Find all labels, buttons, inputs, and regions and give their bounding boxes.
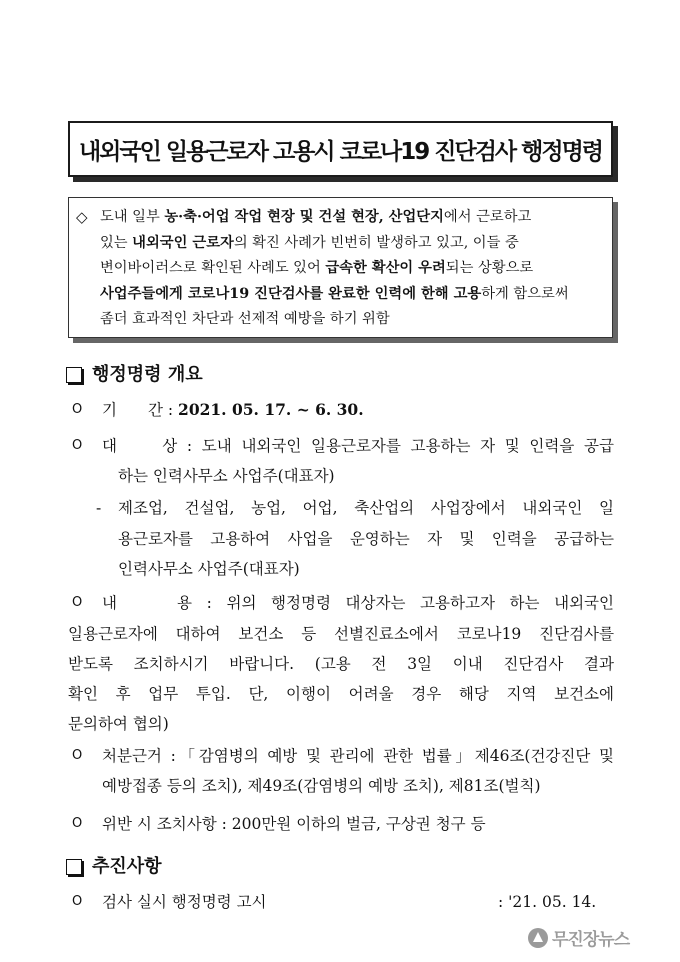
watermark: 무진장뉴스 (528, 925, 629, 950)
content-line-3: 받도록 조치하시기 바랍니다. (고용 전 3일 이내 진단검사 결과 (68, 655, 614, 673)
target-line-2: 하는 인력사무소 사업주(대표자) (118, 467, 335, 485)
checkbox-square-icon (66, 859, 82, 875)
bullet-icon: O (72, 816, 83, 831)
checkbox-square-icon (66, 367, 82, 383)
basis-line-1: 처분근거 :「감염병의 예방 및 관리에 관한 법률」제46조(건강진단 및 (102, 747, 614, 765)
sub-line-3: 인력사무소 사업주(대표자) (118, 560, 300, 578)
content-line-4: 확인 후 업무 투입. 단, 이행이 어려울 경우 해당 지역 보건소에 (68, 685, 614, 703)
section-heading-progress: 추진사항 (66, 856, 162, 878)
period-line: 기 간 : 2021. 05. 17. ~ 6. 30. (102, 400, 364, 419)
notice-date: : '21. 05. 14. (498, 893, 597, 911)
summary-text: 도내 일부 농·축·어업 작업 현장 및 건설 현장, 산업단지에서 근로하고 있는 내외국인 근로자의 확진 사례가 빈번히 발생하고 있고, 이들 중 변이바이러스로 확인된 사례도 있어 급속한 확산이 우려되는 상황으로 사업주들에게 코로나19 진단검사를 완료한 인력에 한해 고용하게 함으로써 좀더 효과적인 차단과 선제적 예방을 하기 위함 (100, 209, 569, 327)
target-line-1: 대 상 : 도내 내외국인 일용근로자를 고용하는 자 및 인력을 공급 (102, 437, 614, 455)
sub-line-2: 용근로자를 고용하여 사업을 운영하는 자 및 인력을 공급하는 (118, 530, 614, 548)
content-line-1: 내 용 : 위의 행정명령 대상자는 고용하고자 하는 내외국인 (102, 594, 614, 612)
title-box (68, 121, 613, 177)
bullet-icon: O (72, 438, 83, 453)
content-line-2: 일용근로자에 대하여 보건소 등 선별진료소에서 코로나19 진단검사를 (68, 625, 614, 643)
sub-line-1: 제조업, 건설업, 농업, 어업, 축산업의 사업장에서 내외국인 일 (118, 499, 614, 517)
watermark-logo-icon (528, 928, 548, 948)
bullet-icon: O (72, 748, 83, 763)
notice-label: 검사 실시 행정명령 고시 (102, 893, 267, 911)
penalty-line: 위반 시 조치사항 : 200만원 이하의 벌금, 구상권 청구 등 (102, 815, 486, 833)
diamond-icon: ◇ (76, 208, 88, 226)
content-line-5: 문의하여 협의) (68, 715, 169, 733)
document-title: 내외국인 일용근로자 고용시 코로나19 진단검사 행정명령 (78, 138, 603, 165)
dash-marker: - (96, 499, 102, 517)
bullet-icon: O (72, 894, 83, 909)
summary-box (68, 197, 613, 338)
basis-line-2: 예방접종 등의 조치), 제49조(감염병의 예방 조치), 제81조(벌칙) (102, 777, 541, 795)
bullet-icon: O (72, 595, 83, 610)
bullet-icon: O (72, 402, 83, 417)
section-heading-overview: 행정명령 개요 (66, 364, 203, 386)
